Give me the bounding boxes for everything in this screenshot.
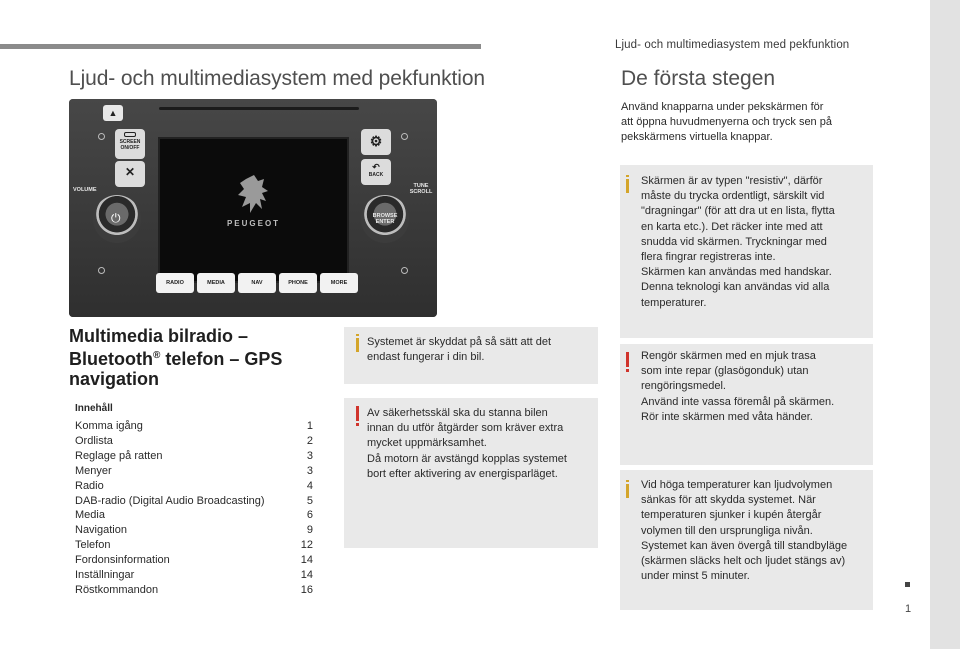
warning-note-cleaning <box>620 344 873 465</box>
more-button: MORE <box>320 273 358 293</box>
power-icon: ⏻ <box>111 211 121 225</box>
toc-label: Komma igång <box>75 420 143 432</box>
toc-label: Menyer <box>75 464 112 477</box>
phone-button: PHONE <box>279 273 317 293</box>
toc-row <box>75 434 313 449</box>
brand-wordmark: PEUGEOT <box>226 219 281 228</box>
head-unit-image <box>69 99 437 317</box>
info-note-text: Systemet är skyddat på så sätt att det endast fungerar i din bil. <box>367 336 552 364</box>
toc-row <box>75 494 313 509</box>
mute-icon: ✕ <box>115 161 145 187</box>
radio-button: RADIO <box>156 273 194 293</box>
info-note-temperature <box>620 470 873 610</box>
section-heading-multimedia: Multimedia bilradio – Bluetooth® telefon – GPS navigation <box>69 326 283 389</box>
toc-label: Fordonsinformation <box>75 554 170 567</box>
running-header: Ljud- och multimediasystem med pekfunktion <box>615 39 850 51</box>
warning-note-text: Av säkerhetsskäl ska du stanna bilen innan du utför åtgärder som kräver extra mycket uppmärksamhet. Då motorn är avstängd kopplas systemet bort efter aktivering av energisparläget. <box>367 407 567 480</box>
toc-label: Media <box>75 509 105 522</box>
device-screw <box>401 133 408 140</box>
toc-label: Inställningar <box>75 569 135 582</box>
toc-heading: Innehåll <box>75 403 113 414</box>
toc-row <box>75 523 313 538</box>
device-screw <box>401 267 408 274</box>
toc-label: Telefon <box>75 539 111 552</box>
menu-button-bar <box>152 273 362 295</box>
toc-page: 12 <box>300 539 313 552</box>
toc-label: DAB-radio (Digital Audio Broadcasting) <box>75 494 265 507</box>
info-icon <box>626 484 629 498</box>
toc-label: Navigation <box>75 524 127 537</box>
side-strip <box>930 0 960 649</box>
toc-row <box>75 464 313 479</box>
header-rule <box>0 44 481 49</box>
info-note-text: Vid höga temperaturer kan ljudvolymen sänkas för att skydda systemet. När temperaturen sjunker i kupén återgår volymen till den ursprungliga nivån. Systemet kan även övergå till standbyläge (skärmen släcks helt och ljudet stängs av) under minst 5 minuter. <box>641 479 848 583</box>
warning-note-text: Rengör skärmen med en mjuk trasa som inte repar (glasögonduk) utan rengöringsmedel. Använd inte vassa föremål på skärmen. Rör inte skärmen med våta händer. <box>641 350 835 423</box>
toc-page: 3 <box>306 449 313 462</box>
screen-onoff-button: SCREEN ON/OFF <box>115 129 145 159</box>
toc-row <box>75 479 313 494</box>
tune-scroll-label: TUNE SCROLL <box>409 183 433 195</box>
info-note-text: Skärmen är av typen "resistiv", därför måste du trycka ordentligt, särskilt vid "dragningar" (för att dra ut en lista, flytta en karta etc.). Det räcker inte med att snudda vid skärmen. Tryckningar med flera fingrar registreras inte. Skärmen kan användas med handskar. Denna teknologi kan användas vid alla temperaturer. <box>641 175 835 309</box>
back-button: ↶ BACK <box>361 159 391 185</box>
toc-page: 14 <box>300 569 313 582</box>
toc-row <box>75 449 313 464</box>
toc-page: 6 <box>306 509 313 522</box>
toc-page: 3 <box>306 464 313 477</box>
toc-label: Radio <box>75 479 104 492</box>
toc-page: 5 <box>306 494 313 507</box>
cd-slot <box>159 107 359 110</box>
toc-row <box>75 568 313 583</box>
nav-button: NAV <box>238 273 276 293</box>
table-of-contents <box>75 419 313 598</box>
page-number: 1 <box>905 603 912 615</box>
page-title: Ljud- och multimediasystem med pekfunktion <box>69 67 485 90</box>
toc-page: 14 <box>300 554 313 567</box>
warning-note-safety <box>344 398 598 548</box>
side-marker <box>905 582 910 587</box>
toc-row <box>75 538 313 553</box>
section-title-first-steps: De första stegen <box>621 67 776 90</box>
settings-icon: ⚙ <box>361 129 391 155</box>
toc-page: 9 <box>306 524 313 537</box>
info-icon <box>626 179 629 193</box>
info-icon <box>356 338 359 352</box>
toc-label: Ordlista <box>75 434 113 447</box>
toc-page: 16 <box>300 583 313 596</box>
toc-page: 1 <box>306 420 313 432</box>
media-button: MEDIA <box>197 273 235 293</box>
toc-row <box>75 583 313 598</box>
device-screw <box>98 133 105 140</box>
info-note-resistive <box>620 165 873 338</box>
touchscreen <box>158 137 349 283</box>
toc-row <box>75 419 313 434</box>
warning-icon <box>626 352 629 367</box>
toc-page: 2 <box>306 434 313 447</box>
toc-label: Röstkommandon <box>75 583 159 596</box>
toc-label: Reglage på ratten <box>75 449 163 462</box>
peugeot-lion-logo <box>236 175 272 213</box>
toc-row <box>75 553 313 568</box>
eject-icon: ▲ <box>103 105 123 121</box>
device-screw <box>98 267 105 274</box>
warning-icon <box>356 406 359 421</box>
browse-enter-label: BROWSE ENTER <box>372 213 398 225</box>
toc-page: 4 <box>306 479 313 492</box>
toc-row <box>75 508 313 523</box>
info-note-protection <box>344 327 598 384</box>
volume-label: VOLUME <box>73 187 97 193</box>
intro-paragraph: Använd knapparna under pekskärmen för att öppna huvudmenyerna och tryck sen på pekskärmens virtuella knappar. <box>621 101 832 144</box>
